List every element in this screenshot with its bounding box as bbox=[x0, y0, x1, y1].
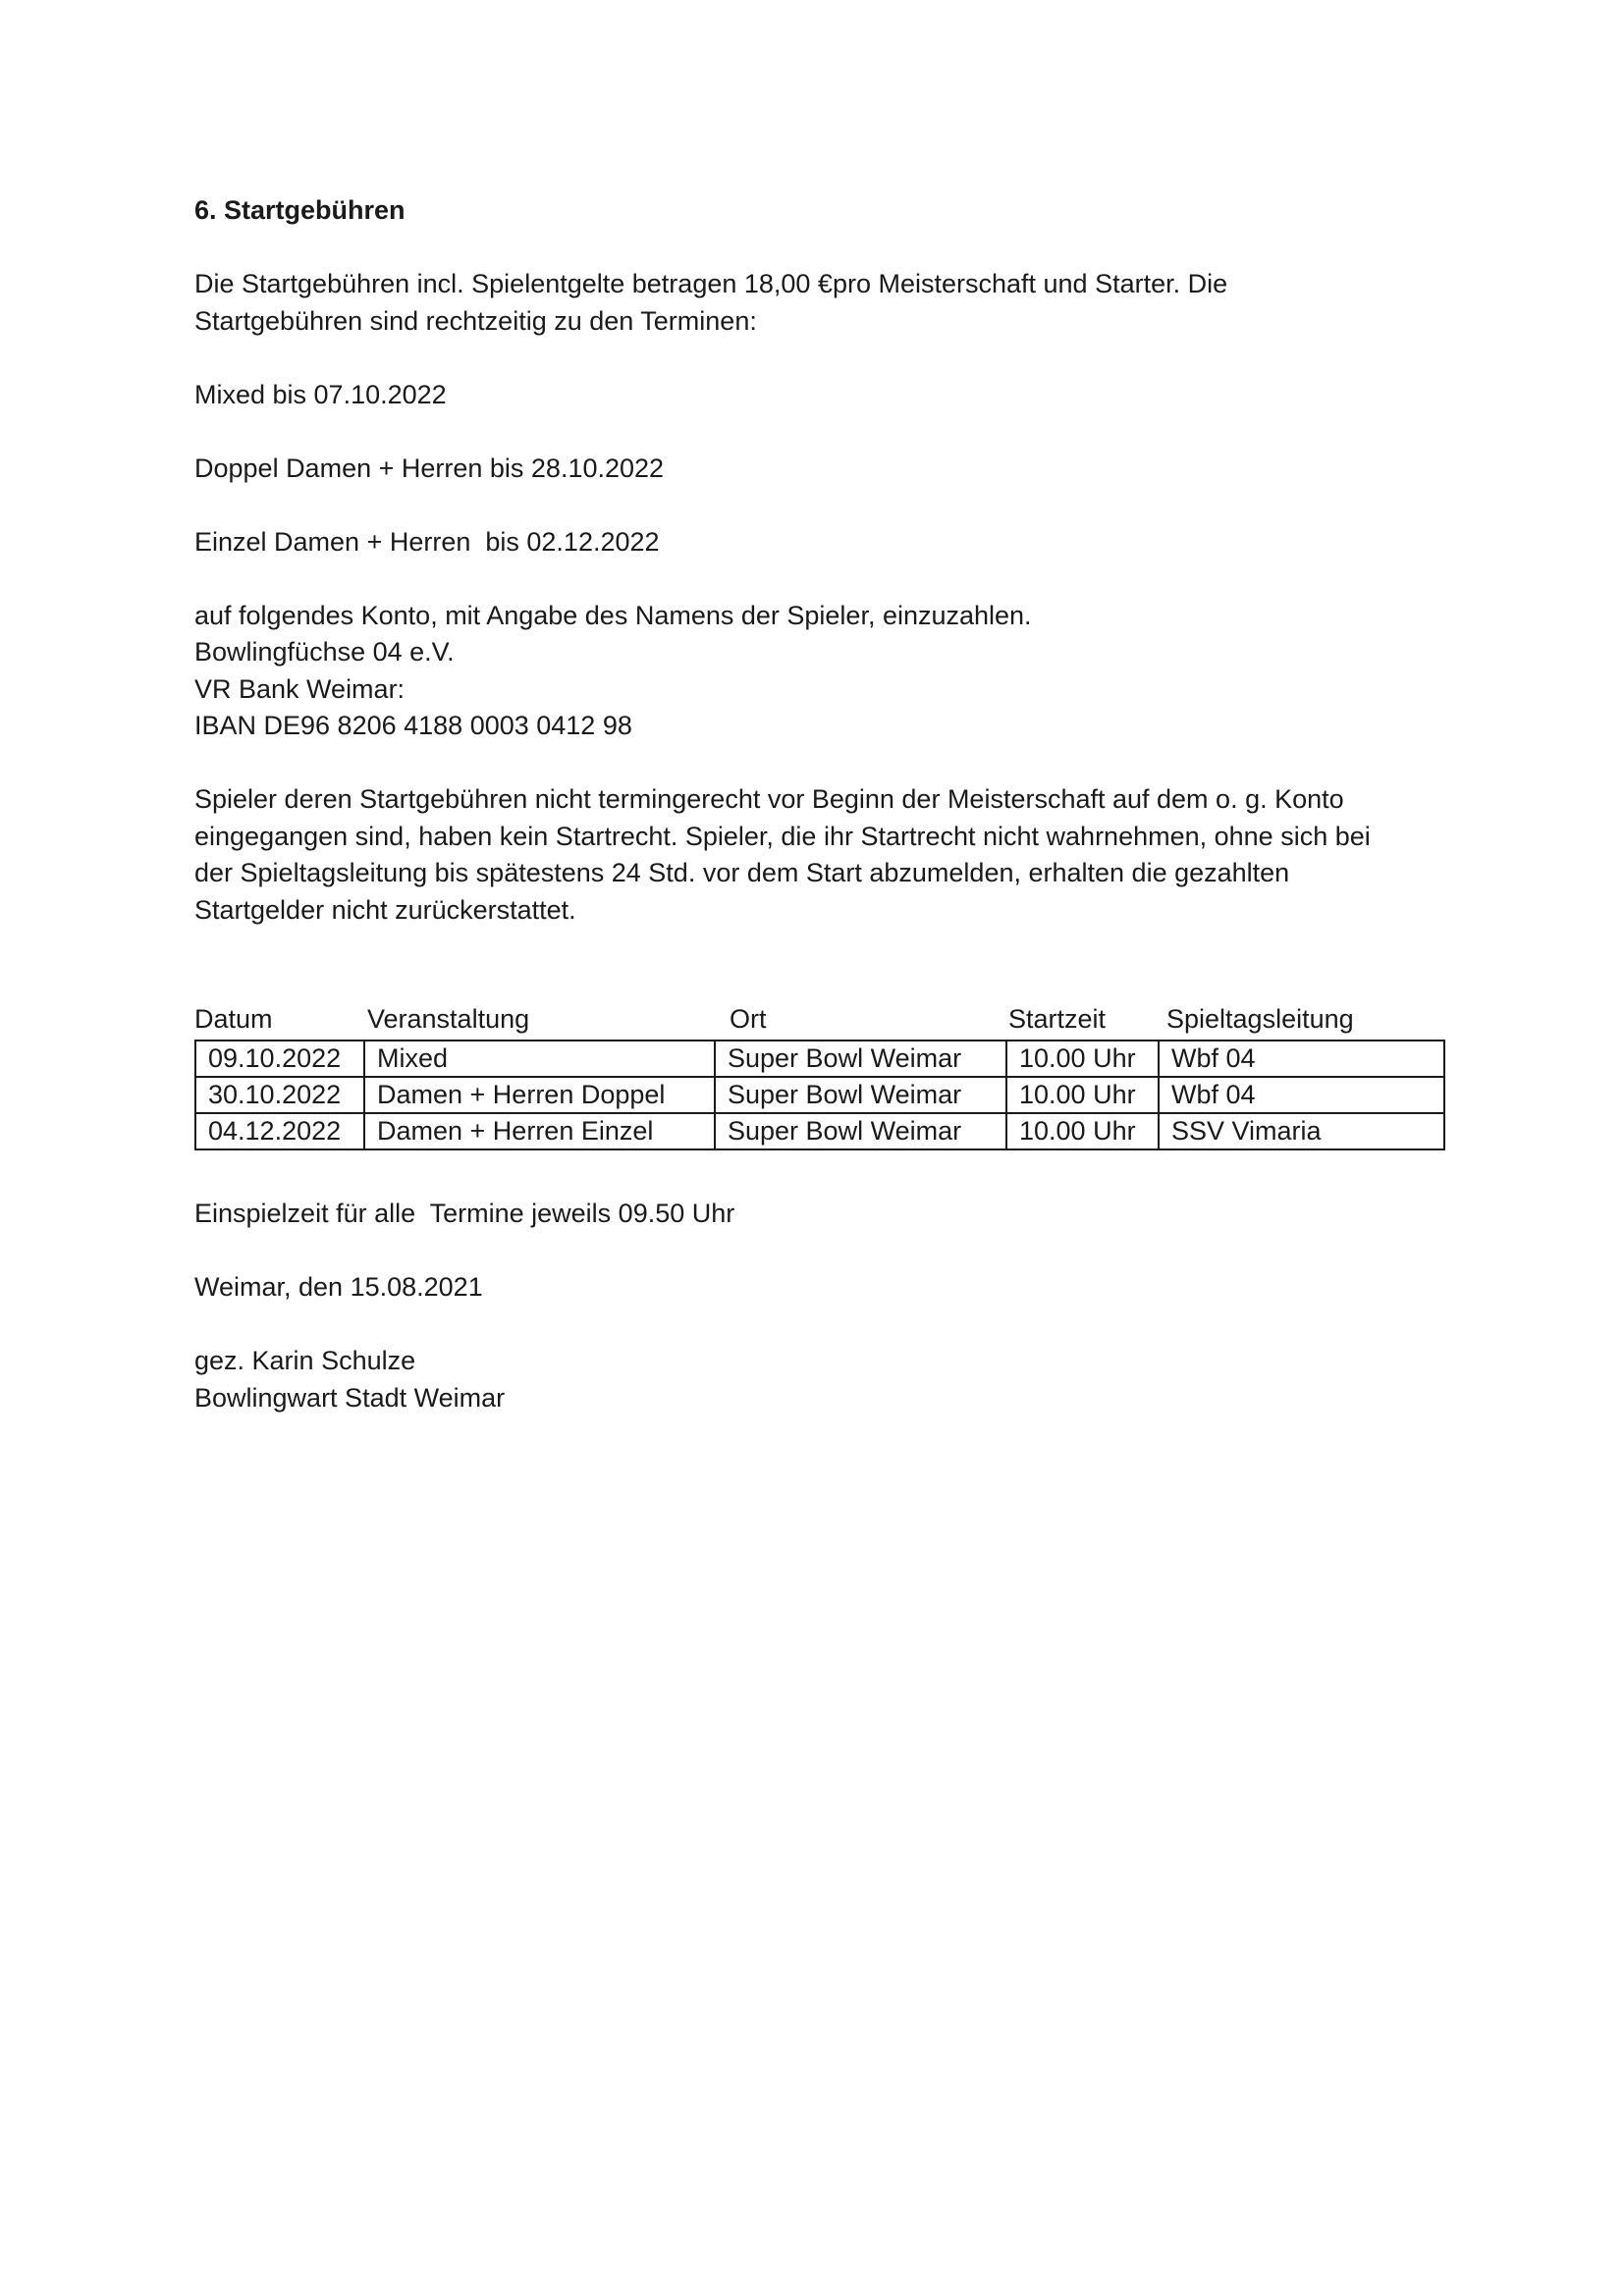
account-iban: IBAN DE96 8206 4188 0003 0412 98 bbox=[194, 711, 632, 740]
cell-spieltagsleitung: Wbf 04 bbox=[1159, 1041, 1444, 1077]
intro-line-1: Die Startgebühren incl. Spielentgelte betragen 18,00 €pro Meisterschaft und Starter. Die bbox=[194, 269, 1228, 298]
header-veranstaltung: Veranstaltung bbox=[367, 1004, 530, 1034]
cell-ort: Super Bowl Weimar bbox=[715, 1041, 1006, 1077]
cell-ort: Super Bowl Weimar bbox=[715, 1113, 1006, 1149]
place-date: Weimar, den 15.08.2021 bbox=[194, 1272, 483, 1302]
account-holder: Bowlingfüchse 04 e.V. bbox=[194, 637, 455, 667]
cell-startzeit: 10.00 Uhr bbox=[1006, 1077, 1159, 1113]
deadline-mixed: Mixed bis 07.10.2022 bbox=[194, 379, 447, 409]
intro-line-2: Startgebühren sind rechtzeitig zu den Terminen: bbox=[194, 305, 757, 336]
schedule-table bbox=[194, 1004, 1443, 1150]
account-bank: VR Bank Weimar: bbox=[194, 673, 406, 704]
section-heading: 6. Startgebühren bbox=[194, 195, 406, 225]
cell-startzeit: 10.00 Uhr bbox=[1006, 1041, 1159, 1077]
rules-line-2: eingegangen sind, haben kein Startrecht. Spieler, die ihr Startrecht nicht wahrnehmen, ohne sich bei bbox=[194, 821, 1371, 851]
table-row bbox=[195, 1041, 1444, 1077]
cell-veranstaltung: Mixed bbox=[364, 1041, 715, 1077]
deadline-einzel: Einzel Damen + Herren bis 02.12.2022 bbox=[194, 526, 660, 557]
cell-datum: 09.10.2022 bbox=[195, 1041, 364, 1077]
account-intro: auf folgendes Konto, mit Angabe des Namens der Spieler, einzuzahlen. bbox=[194, 600, 1032, 630]
signature-name: gez. Karin Schulze bbox=[194, 1346, 416, 1375]
header-datum: Datum bbox=[194, 1004, 273, 1034]
header-startzeit: Startzeit bbox=[1008, 1004, 1107, 1034]
cell-ort: Super Bowl Weimar bbox=[715, 1077, 1006, 1113]
table-row bbox=[195, 1113, 1444, 1149]
table-header bbox=[194, 1004, 1443, 1040]
rules-line-4: Startgelder nicht zurückerstattet. bbox=[194, 894, 576, 925]
cell-datum: 04.12.2022 bbox=[195, 1113, 364, 1149]
cell-spieltagsleitung: Wbf 04 bbox=[1159, 1077, 1444, 1113]
rules-line-1: Spieler deren Startgebühren nicht termingerecht vor Beginn der Meisterschaft auf dem o. g. Konto bbox=[194, 784, 1344, 814]
cell-spieltagsleitung: SSV Vimaria bbox=[1159, 1113, 1444, 1149]
cell-datum: 30.10.2022 bbox=[195, 1077, 364, 1113]
schedule-grid bbox=[194, 1040, 1445, 1150]
cell-veranstaltung: Damen + Herren Doppel bbox=[364, 1077, 715, 1113]
document-footer bbox=[194, 1196, 734, 1416]
signature-role: Bowlingwart Stadt Weimar bbox=[194, 1382, 506, 1413]
einspielzeit-note: Einspielzeit für alle Termine jeweils 09.50 Uhr bbox=[194, 1199, 735, 1228]
header-ort: Ort bbox=[730, 1004, 767, 1034]
cell-veranstaltung: Damen + Herren Einzel bbox=[364, 1113, 715, 1149]
document-body bbox=[194, 192, 1451, 929]
deadline-doppel: Doppel Damen + Herren bis 28.10.2022 bbox=[194, 453, 665, 483]
table-row bbox=[195, 1077, 1444, 1113]
header-spieltagsleitung: Spieltagsleitung bbox=[1166, 1004, 1354, 1034]
cell-startzeit: 10.00 Uhr bbox=[1006, 1113, 1159, 1149]
rules-line-3: der Spieltagsleitung bis spätestens 24 Std. vor dem Start abzumelden, erhalten die gezahlten bbox=[194, 858, 1290, 887]
